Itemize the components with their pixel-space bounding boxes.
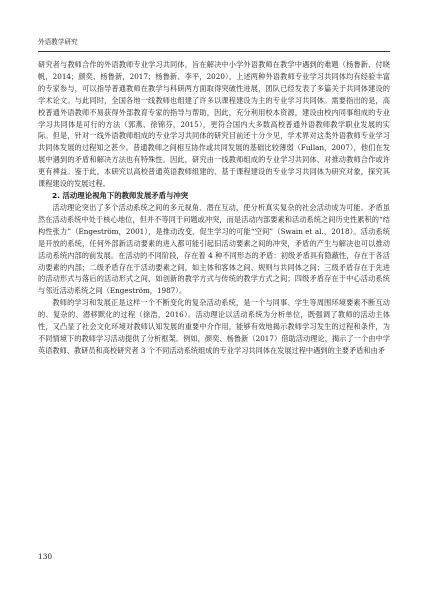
paragraph-continued: 研究者与教师合作的外语教师专业学习共同体，旨在解决中小学外语教师在教学中遇到的难题（杨鲁新、付晓帆，2014；颜奕、杨鲁新，2017；杨鲁新、李平，2020）。上述两种外语教师专业学习共同体均有经验丰富的专家参与，可以指导普通教师在教学与科研两方面取得突破性进展，团队已经发表了多篇关于共同体建设的学术论文。与此同时，全国各地一线教师也组建了许多以课程建设为主的专业学习共同体。需要指出的是，高校普通外语教师不易获得外部教育专家的指导与帮助，因此，充分利用校本资源，建设由校内同事组成的专业学习共同体是可行的方法（郭燕、徐锦芬，2015），更符合国内大多数高校普通外语教师教学职业发展的实际。但是，针对一线外语教师组成的专业学习共同体的研究目前还十分少见，学术界对这类外语教师专业学习共同体发展的过程知之甚少。普通教师之间相互协作或共同发展的基础比较薄弱（Fullan，2007），他们在发展中遇到的矛盾和解决方法也有特殊性。因此，研究由一线教师组成的专业学习共同体、对推动教师合作或许更有裨益。鉴于此，本研究以高校普通英语教师组建的、基于课程建设的专业学习共同体为研究对象，探究其课程建设的发展过程。: [38, 60, 390, 189]
running-header: 外语教学研究: [38, 38, 78, 46]
paragraph-activity-theory: 活动理论突出了多个活动系统之间的多元视角、潜在互动，使分析真实复杂的社会活动成为可能。矛盾虽然在活动系统中处于核心地位，但并不等同于问题或冲突，而是活动内部要素和活动系统之间历史性累积的“结构性张力”（Engeström，2001），是推动改变、促生学习的可能“空间”（Swain et al.，2018）。活动系统是开放的系统，任何外部新活动要素的进入都可能引起旧活动要素之间的冲突，矛盾的产生与解决也可以推动活动系统内部的前发展。在活动的不同阶段，存在着 4 种不同形态的矛盾：初级矛盾具有隐蔽性，存在于各活动要素的内部；二级矛盾存在于活动要素之间，如主体和客体之间、规则与共同体之间；三级矛盾存在于先进的活动形式与落后的活动形式之间，如创新的教学方式与传统的教学方式之间；四级矛盾存在于中心活动系统与邻近活动系统之间（Engeström，1987）。: [38, 202, 390, 296]
paragraph-teacher-learning: 教师的学习和发展正是这样一个不断变化的复杂活动系统，是一个与同事、学生等周围环境要素不断互动的、复杂的、潜移默化的过程（徐浩，2016）。活动理论以活动系统为分析单位，既强调了教师的活动主体性，又凸显了社会文化环境对教师认知发展的重要中介作用，能够有效地揭示教师学习发生的过程和条件，为不同情境下的教师学习活动提供了分析框架。例如，颜奕、杨鲁新（2017）借助活动理论，揭示了一个由中学英语教师、教研员和高校研究者 3 个不同活动系统组成的专业学习共同体在发展过程中遇到的主要矛盾和由矛: [38, 298, 390, 355]
article-body: [38, 59, 390, 357]
section-heading: 2. 活动理论视角下的教师发展矛盾与冲突: [52, 190, 189, 200]
page-number: 130: [38, 552, 53, 561]
header-divider: [38, 51, 390, 52]
